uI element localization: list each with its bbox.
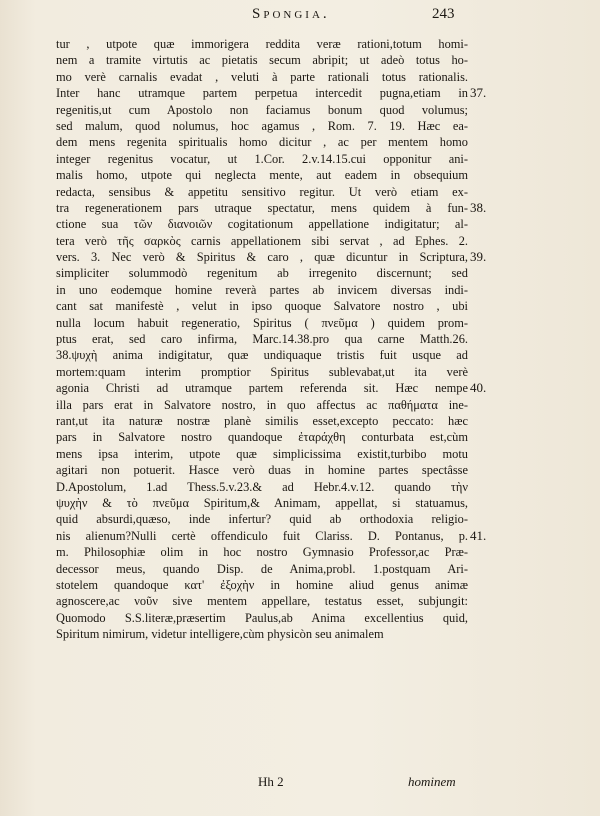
text-line: ctione sua τῶν διανοιῶν cogitationum appellatione indigitatur; al- bbox=[56, 217, 468, 232]
text-line: illa pars erat in Salvatore nostro, in quo affectus ac παθήματα ine- bbox=[56, 397, 468, 412]
text-line: simpliciter solummodò regenitum ab irregenito discernunt; sed bbox=[56, 266, 468, 281]
body-text bbox=[56, 36, 468, 642]
text-line: Quomodo S.S.literæ,præsertim Paulus,ab Anima excellentius quid, bbox=[56, 610, 468, 625]
text-line: 38.ψυχὴ anima indigitatur, quæ undiquaque tristis fuit usque ad bbox=[56, 348, 468, 363]
signature-mark: Hh 2 bbox=[258, 774, 284, 789]
text-line: agonia Christi ad utramque partem referenda sit. Hæc nempe bbox=[56, 381, 468, 396]
text-line: stotelem quandoque κατ' ἐξοχὴν in homine aliud genus animæ bbox=[56, 577, 468, 592]
text-line: in uno eodemque homine reverà partes ab invicem diversas indi- bbox=[56, 282, 468, 297]
margin-number: 39. bbox=[470, 249, 487, 265]
text-line: D.Apostolum, 1.ad Thess.5.v.23.& ad Hebr.4.v.12. quando τὴν bbox=[56, 479, 468, 494]
text-line: integer regenitus vocatur, ut 1.Cor. 2.v.14.15.cui opponitur ani- bbox=[56, 151, 468, 166]
text-line: quid absurdi,quæso, inde infertur? quid ab orthodoxia religio- bbox=[56, 512, 468, 527]
text-line: sed malum, quod nolumus, hoc agamus , Rom. 7. 19. Hæc ea- bbox=[56, 118, 468, 133]
text-line: redacta, sensibus & appetitu sensitivo regitur. Ut verò etiam ex- bbox=[56, 184, 468, 199]
text-line: nis alienum?Nulli certè offendiculo fuit Clariss. D. Pontanus, p. bbox=[56, 528, 468, 543]
text-line: tur , utpote quæ immorigera reddita veræ rationi,totum homi- bbox=[56, 37, 468, 51]
text-line: tra regenerationem pars utraque spectatur, mens quidem à fun- bbox=[56, 200, 468, 215]
text-line: nulla locum habuit regeneratio, Spiritus ( πνεῦμα ) quidem prom- bbox=[56, 315, 468, 330]
margin-number: 41. bbox=[470, 528, 487, 543]
margin-number: 37. bbox=[470, 85, 487, 101]
text-line: pars in Salvatore nostro quandoque ἐταράχθη conturbata est,cùm bbox=[56, 430, 468, 445]
text-line: agnoscere,ac νοῦν sive mentem appellare, testatus esset, subjungit: bbox=[56, 594, 468, 609]
text-line: agitari non potuerit. Hasce verò duas in homine partes spectâsse bbox=[56, 463, 468, 478]
margin-number: 40. bbox=[470, 380, 487, 396]
text-line: tera verò τῆς σαρκὸς carnis appellationem sibi servat , ad Ephes. 2. bbox=[56, 233, 468, 248]
page-number: 243 bbox=[432, 6, 455, 22]
text-line: cant sat manifestè , velut in ipso quoque Salvatore nostro , ubi bbox=[56, 299, 468, 314]
catchword: hominem bbox=[408, 774, 456, 789]
text-line: Spiritum nimirum, videtur intelligere,cùm physicòn seu animalem bbox=[56, 627, 384, 642]
text-line: rant,ut ita naturæ nostræ planè similis esset,excepto peccato: hæc bbox=[56, 413, 468, 428]
page-footer bbox=[0, 774, 600, 794]
text-line: mortem:quam interim promptior Spiritus sublevabat,ut ita verè bbox=[56, 364, 468, 379]
text-line: vers. 3. Nec verò & Spiritus & caro , quæ dicuntur in Scriptura, bbox=[56, 250, 468, 265]
page-header bbox=[0, 6, 600, 28]
text-line: dem mens regenita spiritualis homo dicitur , ac per mentem homo bbox=[56, 135, 468, 150]
text-line: m. Philosophiæ olim in hoc nostro Gymnasio Professor,ac Præ- bbox=[56, 545, 468, 560]
text-line: mo verè carnalis evadat , veluti à parte rationali totus rationalis. bbox=[56, 69, 468, 84]
text-line: malis homo, utpote qui neglecta mente, aut eadem in obsequium bbox=[56, 168, 468, 183]
text-line: ptus erat, sed caro infirma, Marc.14.38.pro qua carne Matth.26. bbox=[56, 332, 468, 347]
text-line: ψυχὴν & τὸ πνεῦμα Spiritum,& Animam, appellat, si statuamus, bbox=[56, 495, 468, 510]
text-line: decessor meus, quando Disp. de Anima,probl. 1.postquam Ari- bbox=[56, 561, 468, 576]
text-line: regenitis,ut cum Apostolo non faciamus bonum quod volumus; bbox=[56, 102, 468, 117]
text-line: nem a tramite virtutis ac pietatis secum abripit; ut adeò totus ho- bbox=[56, 53, 468, 68]
text-line: mens ipsa interim, utpote quæ simplicissima existit,turbibo motu bbox=[56, 446, 468, 461]
text-line: Inter hanc utramque partem perpetua intercedit pugna,etiam in bbox=[56, 86, 468, 101]
running-title: Spongia. bbox=[252, 6, 330, 22]
margin-number: 38. bbox=[470, 200, 487, 215]
